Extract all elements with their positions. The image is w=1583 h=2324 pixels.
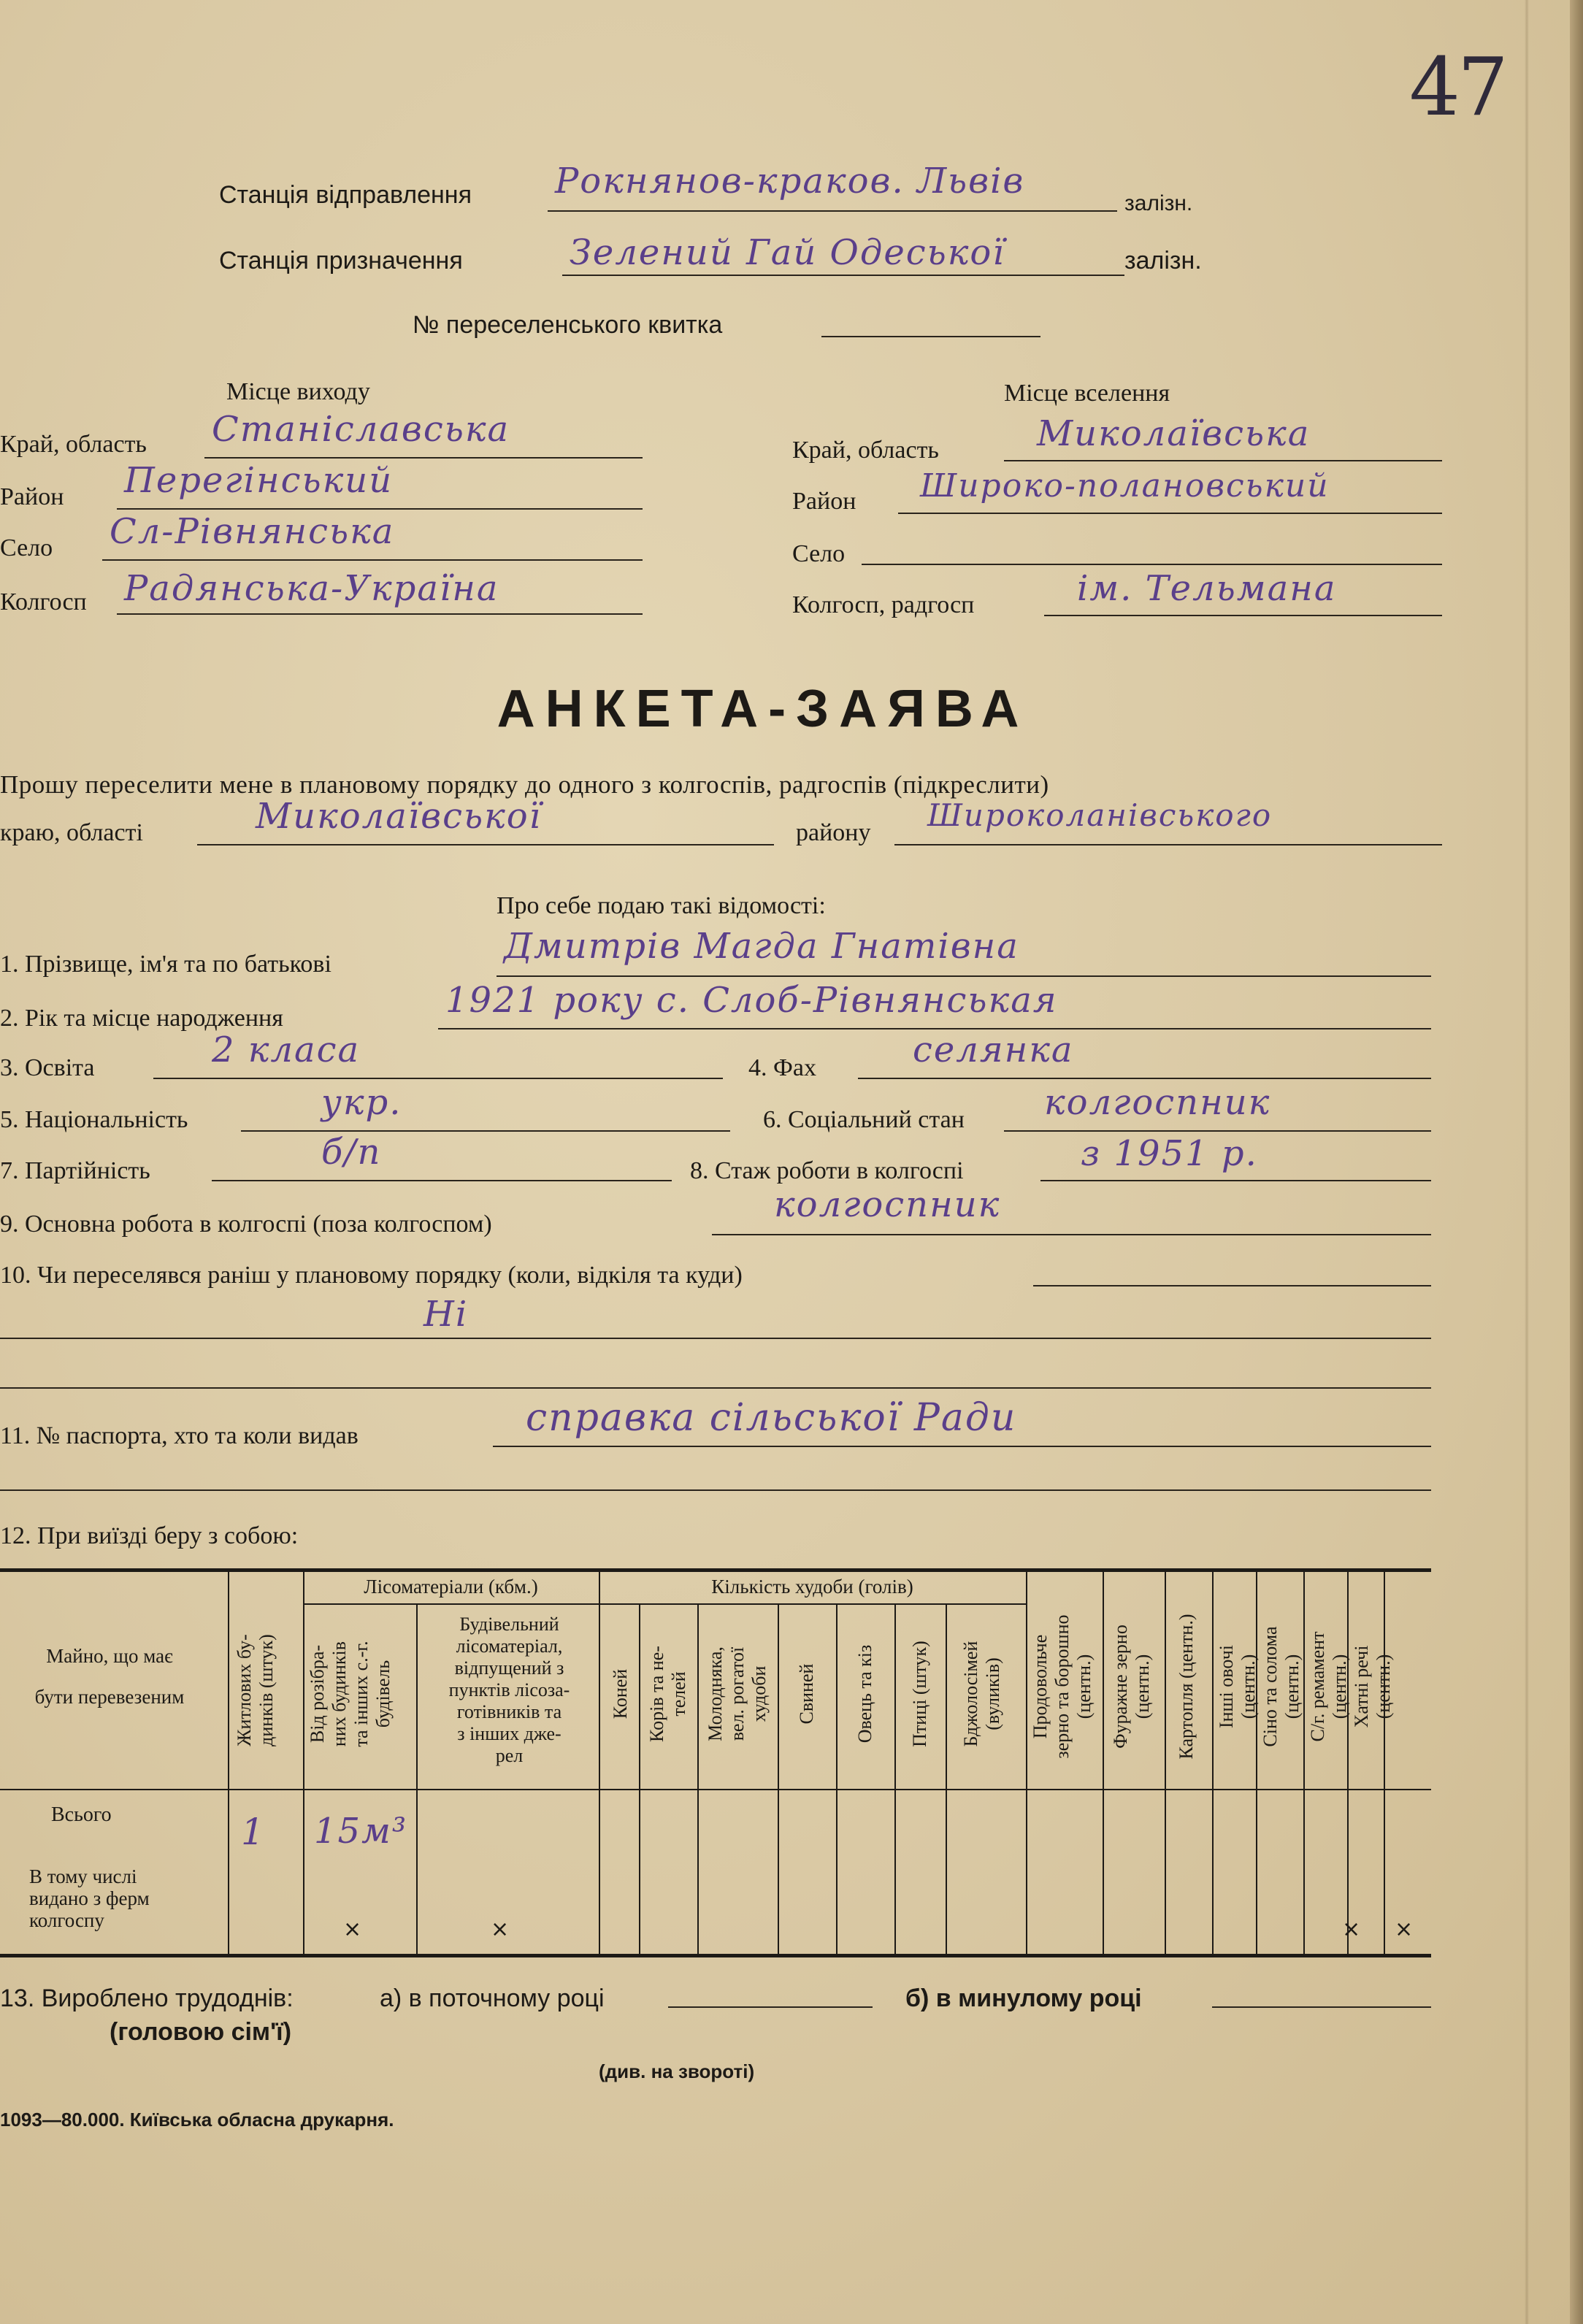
request-region-line [197, 844, 774, 845]
origin-district-label: Район [0, 483, 64, 510]
field8-line [1040, 1180, 1431, 1181]
farm-timber-b-cross: × [491, 1917, 510, 1942]
row-total-label: Всього [51, 1803, 112, 1826]
field1-value: Дмитрів Магда Гнатівна [504, 926, 1019, 967]
dest-region-value: Миколаївська [1037, 413, 1311, 454]
origin-village-value: Сл-Рівнянська [110, 511, 395, 552]
col-potato: Картопля (центн.) [1176, 1614, 1197, 1760]
col-line [599, 1571, 600, 1954]
field5-line [241, 1130, 730, 1132]
departure-suffix: залізн. [1124, 191, 1193, 215]
col-line [639, 1603, 640, 1954]
origin-village-label: Село [0, 534, 53, 561]
col-timber-a: Від розібра- них будинків та інших с.-г. будівель [307, 1641, 394, 1747]
col-horses: Коней [610, 1668, 631, 1719]
field5-value: укр. [321, 1082, 402, 1123]
destination-value: Зелений Гай Одеської [570, 232, 1005, 273]
col-hay: Сіно та солома (центн.) [1260, 1626, 1303, 1747]
ticket-label: № переселенського квитка [413, 311, 723, 339]
row-farm-label: В тому числі видано з ферм колгоспу [29, 1865, 150, 1931]
total-timber-value: 15м³ [314, 1811, 408, 1852]
field3-line [153, 1078, 723, 1079]
request-district-label: району [796, 819, 871, 846]
col-tools: С/г. ремамент (центн.) [1307, 1631, 1350, 1742]
dest-kolhosp-label: Колгосп, радгосп [792, 591, 975, 618]
origin-district-value: Перегінський [124, 460, 394, 501]
field11-line [493, 1446, 1431, 1447]
col-line [1026, 1571, 1027, 1954]
field8-label: 8. Стаж роботи в колгоспі [690, 1157, 964, 1184]
origin-kolhosp-label: Колгосп [0, 588, 87, 615]
col-line [1165, 1571, 1166, 1954]
col-line [303, 1571, 304, 1954]
request-district-value: Широколанівського [927, 797, 1273, 833]
col-fodder: Фуражне зерно (центн.) [1110, 1625, 1153, 1749]
see-back-note: (див. на звороті) [599, 2060, 755, 2082]
col-line [1303, 1571, 1305, 1954]
field10-value: Ні [423, 1294, 469, 1335]
farm-tools-cross: × [1342, 1917, 1361, 1942]
field4-value: селянка [913, 1029, 1074, 1070]
departure-value: Рокнянов-краков. Львів [555, 161, 1025, 202]
origin-region-value: Станіславська [212, 409, 510, 450]
field11-line2 [0, 1489, 1431, 1491]
origin-heading: Місце виходу [226, 378, 370, 405]
departure-label: Станція відправлення [219, 181, 472, 209]
origin-kolhosp-line [117, 613, 643, 615]
field10-line2 [0, 1338, 1431, 1339]
page-number: 47 [1409, 40, 1506, 134]
origin-district-line [117, 508, 643, 510]
workdays-a-line [668, 2006, 873, 2008]
paper-edge [1570, 0, 1583, 2324]
destination-line [562, 275, 1124, 276]
field7-value: б/п [321, 1132, 382, 1173]
col-veg: Інші овочі (центн.) [1216, 1644, 1259, 1729]
col-line [894, 1603, 896, 1954]
destination-suffix: залізн. [1124, 247, 1202, 275]
row-header: Майно, що має бути перевезеним [34, 1645, 185, 1708]
col-line [778, 1603, 779, 1954]
field6-value: колгоспник [1044, 1082, 1271, 1123]
document-title: АНКЕТА-ЗАЯВА [497, 680, 1030, 738]
origin-village-line [102, 559, 643, 561]
table-top-rule [0, 1568, 1431, 1572]
dest-heading: Місце вселення [1004, 380, 1170, 407]
field10-line [1033, 1285, 1431, 1286]
departure-line [548, 210, 1117, 212]
destination-label: Станція призначення [219, 247, 463, 275]
request-region-label: краю, області [0, 819, 143, 846]
table-bottom-rule [0, 1954, 1431, 1957]
field9-label: 9. Основна робота в колгоспі (поза колгоспом) [0, 1211, 492, 1238]
col-grain: Продовольче зерно та борошно (центн.) [1030, 1614, 1095, 1759]
field4-line [858, 1078, 1431, 1079]
col-young-cattle: Молодняка, вел. рогатої худоби [705, 1646, 770, 1741]
field2-label: 2. Рік та місце народження [0, 1005, 283, 1032]
farm-household-cross: × [1395, 1917, 1414, 1942]
field3-label: 3. Освіта [0, 1054, 95, 1081]
field2-value: 1921 року с. Слоб-Рівнянськая [445, 980, 1058, 1021]
request-line1: Прошу переселити мене в плановому порядку до одного з колгоспів, радгоспів (підкреслити) [0, 770, 1049, 799]
dest-region-line [1004, 460, 1442, 461]
paper-fold [1525, 0, 1529, 2324]
field5-label: 5. Національність [0, 1106, 188, 1133]
col-housing: Житлових бу- динків (штук) [234, 1634, 277, 1746]
col-line [836, 1603, 838, 1954]
dest-kolhosp-line [1044, 615, 1442, 616]
field9-line [712, 1234, 1431, 1235]
field1-line [497, 975, 1431, 977]
workdays-b-label: б) в минулому році [905, 1984, 1142, 2012]
table-header-rule [0, 1789, 1431, 1790]
col-bees: Бджолосімей (вуликів) [960, 1641, 1003, 1747]
field6-label: 6. Соціальний стан [763, 1106, 965, 1133]
col-sheep: Овець та кіз [854, 1644, 875, 1744]
col-line [697, 1603, 699, 1954]
field7-line [212, 1180, 672, 1181]
col-line [946, 1603, 947, 1954]
printer-imprint: 1093—80.000. Київська обласна друкарня. [0, 2109, 394, 2131]
field11-label: 11. № паспорта, хто та коли видав [0, 1422, 359, 1449]
col-poultry: Птиці (штук) [909, 1641, 930, 1747]
field12-label: 12. При виїзді беру з собою: [0, 1522, 299, 1549]
field8-value: з 1951 р. [1081, 1133, 1258, 1174]
field3-value: 2 класа [212, 1029, 361, 1070]
request-district-line [894, 844, 1442, 845]
ticket-line [821, 336, 1040, 337]
total-housing-value: 1 [241, 1811, 266, 1853]
workdays-label: 13. Вироблено трудоднів: [0, 1984, 294, 2012]
farm-timber-a-cross: × [343, 1917, 362, 1942]
dest-village-line [862, 564, 1442, 565]
col-cows: Корів та не- телей [646, 1646, 689, 1742]
workdays-sub: (головою сім'ї) [110, 2018, 292, 2046]
field11-value: справка сільської Ради [526, 1396, 1017, 1440]
field1-label: 1. Прізвище, ім'я та по батькові [0, 951, 331, 978]
field6-line [1004, 1130, 1431, 1132]
request-region-value: Миколаївської [256, 796, 543, 837]
intro-text: Про себе подаю такі відомості: [497, 892, 826, 919]
dest-district-label: Район [792, 488, 856, 515]
field4-label: 4. Фах [748, 1054, 816, 1081]
origin-kolhosp-value: Радянська-Україна [124, 568, 499, 609]
field9-value: колгоспник [774, 1184, 1001, 1225]
origin-region-line [204, 457, 643, 459]
origin-region-label: Край, область [0, 431, 147, 458]
dest-region-label: Край, область [792, 437, 939, 464]
timber-group-rule [303, 1603, 599, 1605]
dest-village-label: Село [792, 540, 846, 567]
col-pigs: Свиней [796, 1663, 817, 1725]
workdays-a-label: а) в поточному році [380, 1984, 605, 2012]
field10-label: 10. Чи переселявся раніш у плановому порядку (коли, відкіля та куди) [0, 1262, 743, 1289]
col-line [228, 1571, 229, 1954]
field10-line3 [0, 1387, 1431, 1389]
workdays-b-line [1212, 2006, 1431, 2008]
col-line [1212, 1571, 1214, 1954]
col-timber-b: Будівельний лісоматеріал, відпущений з пунктів лісоза- готівників та з інших дже- рел [448, 1614, 570, 1766]
col-line [416, 1603, 418, 1954]
dest-kolhosp-value: ім. Тельмана [1077, 568, 1337, 609]
cattle-group-rule [599, 1603, 1026, 1605]
cattle-group-label: Кількість худоби (голів) [711, 1576, 913, 1598]
field7-label: 7. Партійність [0, 1157, 150, 1184]
dest-district-line [898, 513, 1442, 514]
col-household: Хатні речі (центн.) [1351, 1645, 1394, 1728]
col-line [1103, 1571, 1104, 1954]
timber-group-label: Лісоматеріали (кбм.) [364, 1576, 538, 1598]
dest-district-value: Широко-полановський [920, 467, 1330, 505]
